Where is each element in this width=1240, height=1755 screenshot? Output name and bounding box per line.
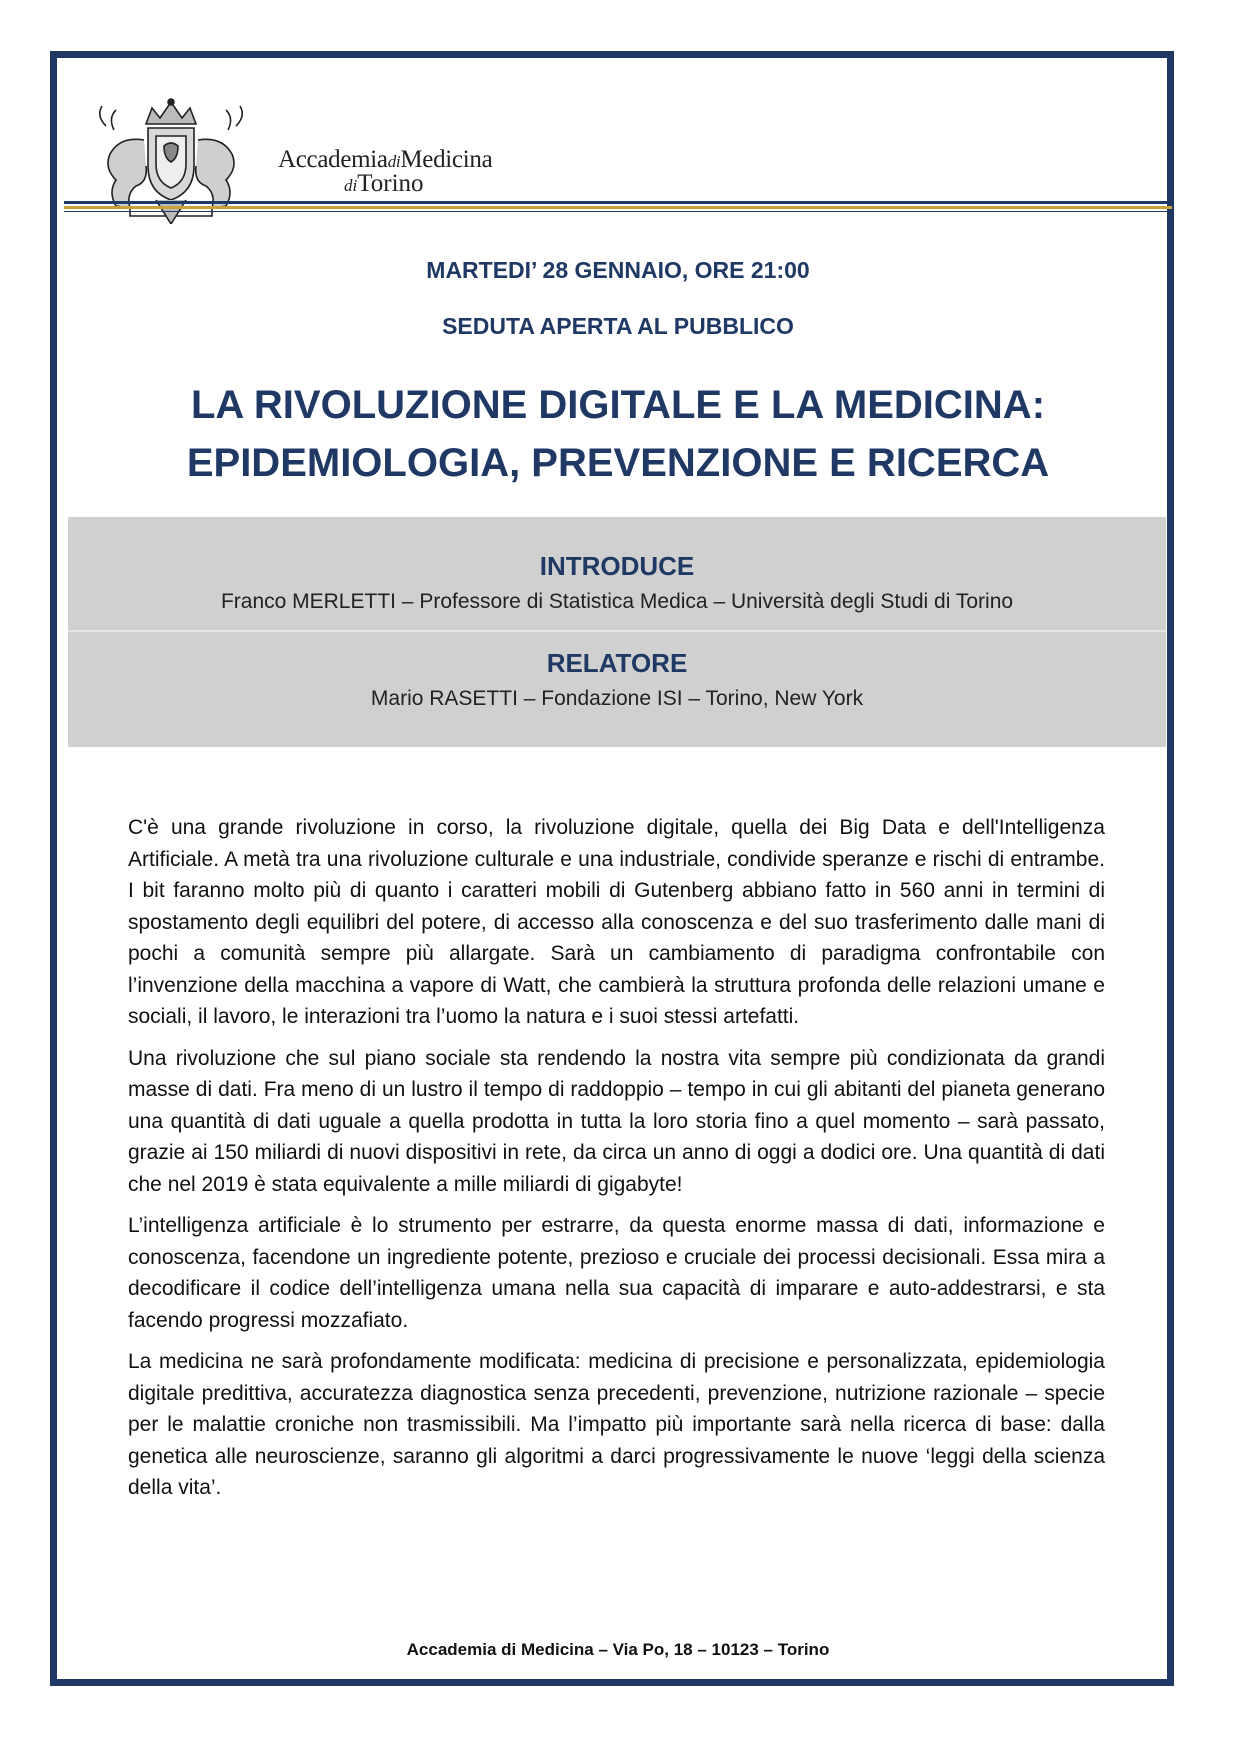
relatore-text: Mario RASETTI – Fondazione ISI – Torino, New York xyxy=(370,687,864,710)
body-paragraph: C'è una grande rivoluzione in corso, la rivoluzione digitale, quella dei Big Data e dell'Intelligenza Artificiale. A metà tra una rivoluzione culturale e una industriale, condivide speranze e rischi di entrambe. I bit faranno molto più di quanto i caratteri mobili di Gutenberg abbiano fatto in 560 anni in termini di spostamento degli equilibri del potere, di accesso alla conoscenza e del suo trasferimento dalle mani di pochi a comunità sempre più allargate. Sarà un cambiamento di paradigma confrontabile con l’invenzione della macchina a vapore di Watt, che cambierà la struttura profonda delle relazioni umane e sociali, il lavoro, le interazioni tra l’uomo la natura e i suoi stessi artefatti. xyxy=(128,816,1105,1028)
event-type: SEDUTA APERTA AL PUBBLICO xyxy=(442,313,794,339)
header xyxy=(86,96,1176,216)
brand-word-accademia: Accademia xyxy=(278,146,388,173)
header-rule-navy xyxy=(64,201,1172,204)
brand-word-di: di xyxy=(387,152,401,171)
brand-word-torino: Torino xyxy=(357,170,424,197)
introduce-text: Franco MERLETTI – Professore di Statistica Medica – Università degli Studi di Torino xyxy=(220,590,1014,613)
event-title-line1: LA RIVOLUZIONE DIGITALE E LA MEDICINA: xyxy=(190,383,1046,427)
brand-word-medicina: Medicina xyxy=(400,146,493,173)
header-rule-gold xyxy=(64,206,1172,209)
relatore-heading: RELATORE xyxy=(546,648,688,678)
brand-word-di-2: di xyxy=(344,176,358,195)
event-title xyxy=(64,376,1172,492)
academy-wordmark xyxy=(278,146,492,198)
footer-address: Accademia di Medicina – Via Po, 18 – 10123 – Torino xyxy=(406,1640,830,1659)
body-paragraph: La medicina ne sarà profondamente modificata: medicina di precisione e personalizzata, epidemiologia digitale predittiva, accuratezza diagnostica senza precedenti, prevenzione, nutrizione razionale – specie per le malattie croniche non trasmissibili. Ma l’impatto più importante sarà nella ricerca di base: dalla genetica alle neuroscienze, saranno gli algoritmi a darci progressivamente le nuove ‘leggi della scienza della vita’. xyxy=(128,1350,1105,1499)
speakers-box xyxy=(68,517,1166,747)
event-date: MARTEDI’ 28 GENNAIO, ORE 21:00 xyxy=(426,257,810,283)
event-title-line2: EPIDEMIOLOGIA, PREVENZIONE E RICERCA xyxy=(186,441,1050,485)
speakers-separator xyxy=(68,630,1166,632)
body-paragraph: Una rivoluzione che sul piano sociale sta rendendo la nostra vita sempre più condizionata da grandi masse di dati. Fra meno di un lustro il tempo di raddoppio – tempo in cui gli abitanti del pianeta generano una quantità di dati uguale a quella prodotta in tutta la loro storia fino a quel momento – sarà passato, grazie ai 150 miliardi di nuovi dispositivi in rete, da circa un anno di oggi a dodici ore. Una quantità di dati che nel 2019 è stata equivalente a mille miliardi di gigabyte! xyxy=(128,1046,1105,1196)
introduce-heading: INTRODUCE xyxy=(539,551,695,581)
body-text xyxy=(128,812,1105,1514)
body-paragraph: L’intelligenza artificiale è lo strumento per estrarre, da questa enorme massa di dati, informazione e conoscenza, facendone un ingrediente potente, prezioso e cruciale dei processi decisionali. Essa mira a decodificare il codice dell’intelligenza umana nella sua capacità di imparare e auto-addestrarsi, e sta facendo progressi mozzafiato. xyxy=(128,1214,1105,1332)
crest-logo-icon xyxy=(86,96,256,224)
header-rule-navy-thin xyxy=(64,211,1172,212)
